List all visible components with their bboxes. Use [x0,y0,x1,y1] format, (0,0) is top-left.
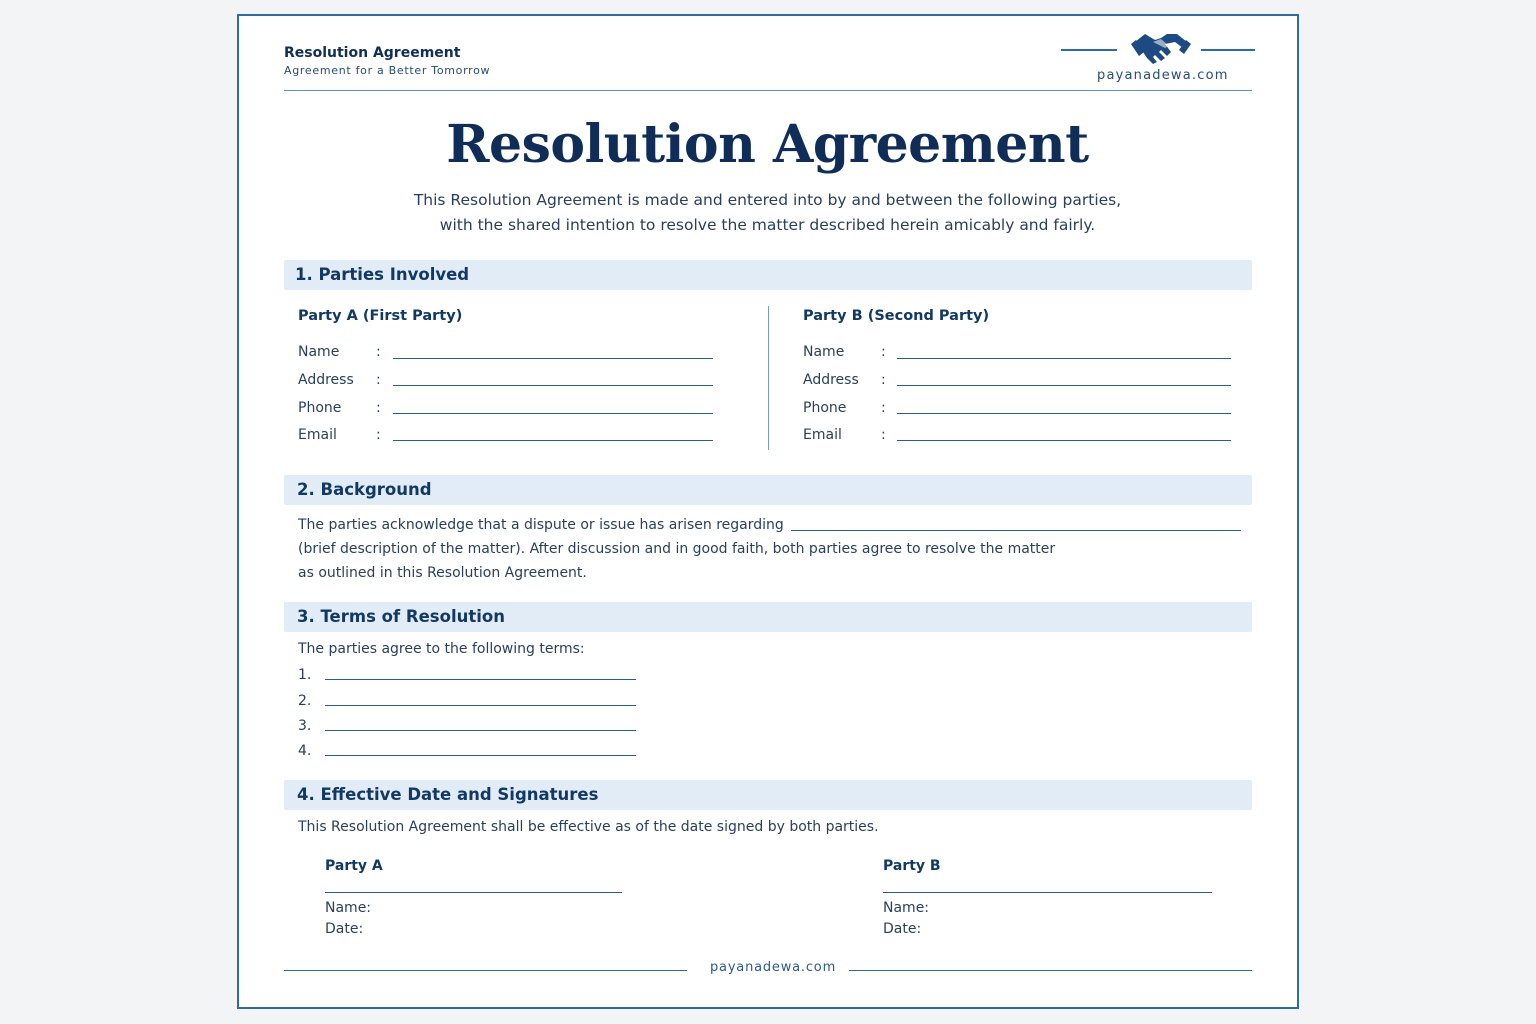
background-line-2: (brief description of the matter). After discussion and in good faith, both parties agree to resolve the matter [298,541,1056,557]
signature-party-b-heading: Party B [883,858,941,874]
term-3-field[interactable] [325,730,636,731]
header-tagline: Agreement for a Better Tomorrow [284,64,491,77]
intro-paragraph [239,188,1296,238]
logo-site-text: payanadewa.com [1097,68,1229,83]
footer-rule-right [849,970,1252,971]
background-line-3: as outlined in this Resolution Agreement. [298,565,587,581]
header-title: Resolution Agreement [284,45,461,61]
party-b-address-colon: : [881,372,886,388]
party-b-email-field[interactable] [897,440,1231,441]
document-title: Resolution Agreement [446,114,1089,175]
section-terms-title: 3. Terms of Resolution [297,607,505,626]
term-1-field[interactable] [325,679,636,680]
party-b-phone-colon: : [881,400,886,416]
logo-rule-right [1201,49,1255,51]
party-a-heading: Party A (First Party) [298,308,463,324]
parties-divider [768,306,769,450]
background-matter-field[interactable] [791,530,1241,531]
signature-party-a-line[interactable] [325,892,622,893]
logo-rule-left [1061,49,1117,51]
header-rule [284,90,1252,91]
terms-intro: The parties agree to the following terms: [298,641,585,657]
section-terms-header [284,602,1252,632]
party-a-name-label: Name [298,344,340,360]
section-background-header [284,475,1252,505]
footer-rule-left [284,970,687,971]
party-b-email-label: Email [803,427,842,443]
party-a-phone-field[interactable] [393,413,713,414]
signature-party-b-line[interactable] [883,892,1212,893]
term-2-field[interactable] [325,705,636,706]
term-4-field[interactable] [325,755,636,756]
party-a-address-colon: : [376,372,381,388]
party-a-name-colon: : [376,344,381,360]
section-signatures-header [284,780,1252,810]
term-number-1: 1. [298,667,312,683]
term-number-3: 3. [298,718,312,734]
party-a-email-label: Email [298,427,337,443]
party-a-name-field[interactable] [393,358,713,359]
effective-date-text: This Resolution Agreement shall be effective as of the date signed by both parties. [298,819,879,835]
party-b-email-colon: : [881,427,886,443]
party-b-address-field[interactable] [897,385,1231,386]
section-parties-title: 1. Parties Involved [295,265,470,284]
party-b-name-colon: : [881,344,886,360]
footer-site: payanadewa.com [710,960,837,975]
signature-party-a-date-label: Date: [325,921,364,937]
party-a-email-field[interactable] [393,440,713,441]
term-number-4: 4. [298,743,312,759]
signature-party-a-heading: Party A [325,858,383,874]
party-b-phone-label: Phone [803,400,847,416]
handshake-icon [1131,30,1191,68]
party-b-heading: Party B (Second Party) [803,308,990,324]
party-a-phone-label: Phone [298,400,342,416]
signature-party-a-name-label: Name: [325,900,372,916]
intro-line-2: with the shared intention to resolve the matter described herein amicably and fairly. [439,216,1096,234]
background-line-1: The parties acknowledge that a dispute or issue has arisen regarding [298,517,784,533]
section-parties-header [284,260,1252,290]
signature-party-b-name-label: Name: [883,900,930,916]
party-a-address-label: Address [298,372,354,388]
term-number-2: 2. [298,693,312,709]
party-b-name-field[interactable] [897,358,1231,359]
section-background-title: 2. Background [297,480,432,499]
party-a-address-field[interactable] [393,385,713,386]
party-a-phone-colon: : [376,400,381,416]
section-signatures-title: 4. Effective Date and Signatures [297,785,599,804]
party-b-address-label: Address [803,372,859,388]
signature-party-b-date-label: Date: [883,921,922,937]
intro-line-1: This Resolution Agreement is made and entered into by and between the following parties, [413,191,1122,209]
party-b-name-label: Name [803,344,845,360]
party-a-email-colon: : [376,427,381,443]
document-page [237,14,1299,1009]
party-b-phone-field[interactable] [897,413,1231,414]
